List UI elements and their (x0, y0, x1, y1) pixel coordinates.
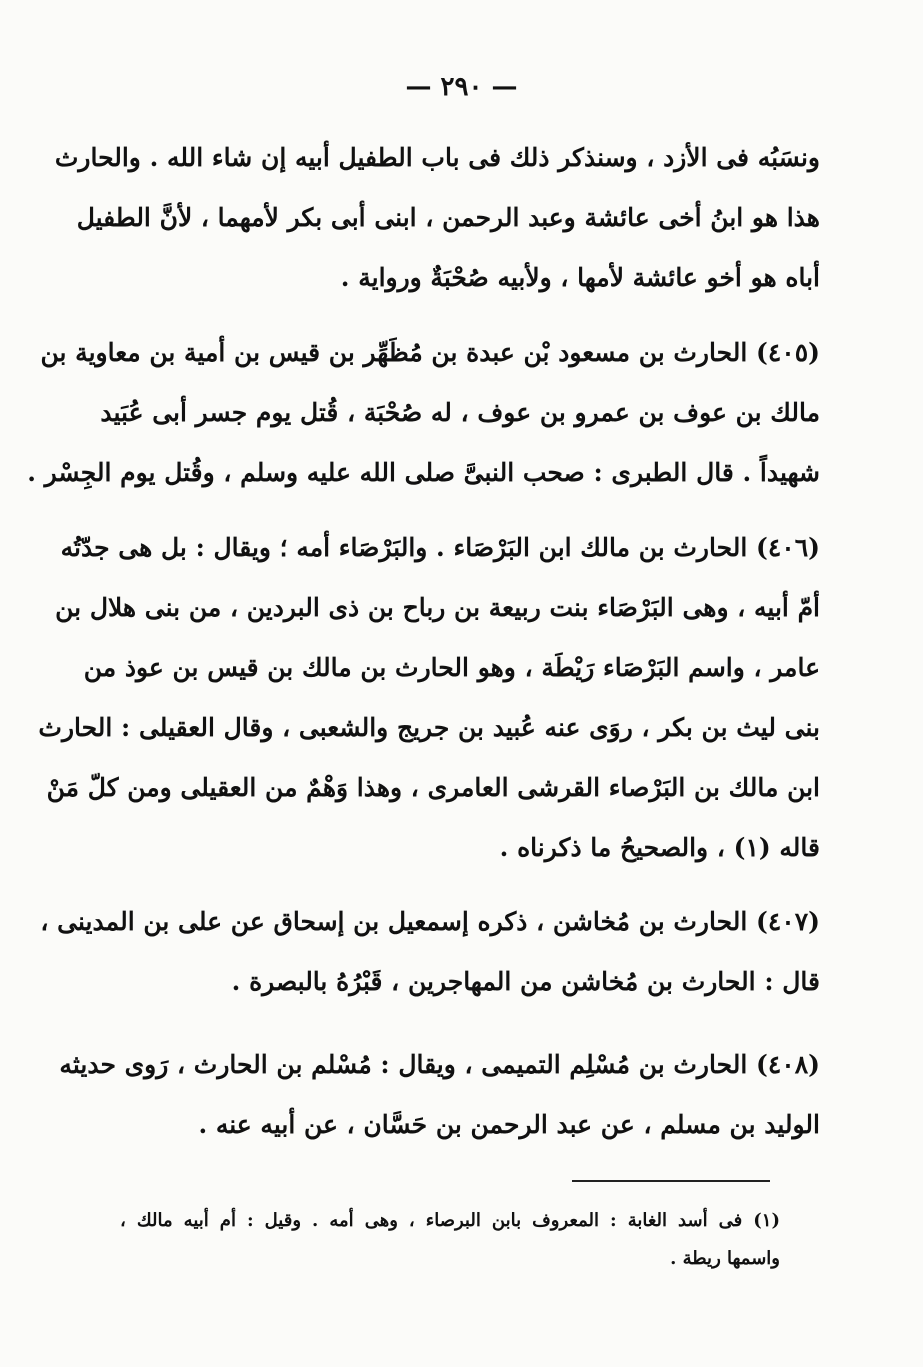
entry-408 (59, 1035, 820, 1155)
footnote-line: (١) فى أسد الغابة : المعروف بابن البرصاء ، وهى أمه . وقيل : أم أبيه مالك ، (120, 1210, 780, 1231)
entry-406 (38, 518, 820, 878)
text-line: أمّ أبيه ، وهى البَرْصَاء بنت ربيعة بن رباح بن ذى البردين ، من بنى هلال بن (55, 593, 820, 622)
text-line: (٤٠٧) الحارث بن مُخاشن ، ذكره إسمعيل بن إسحاق عن على بن المدينى ، (40, 907, 820, 936)
text-line: مالك بن عوف بن عمرو بن عوف ، له صُحْبَة ، قُتل يوم جسر أبى عُبَيد (100, 398, 820, 427)
text-line: قال : الحارث بن مُخاشن من المهاجرين ، قَبْرُهُ بالبصرة . (231, 967, 820, 996)
text-line: ابن مالك بن البَرْصاء القرشى العامرى ، وهذا وَهْمٌ من العقيلى ومن كلّ مَنْ (46, 773, 820, 802)
text-line: عامر ، واسم البَرْصَاء رَيْطَة ، وهو الحارث بن مالك بن قيس بن عوذ من (83, 653, 820, 682)
text-line: قاله (١) ، والصحيحُ ما ذكرناه . (499, 833, 820, 862)
footnote-line: واسمها ريطة . (670, 1248, 780, 1269)
footnote-divider (572, 1180, 770, 1182)
text-line: أباه هو أخو عائشة لأمها ، ولأبيه صُحْبَةٌ ورواية . (340, 263, 820, 292)
text-line: ونسَبُه فى الأزد ، وسنذكر ذلك فى باب الطفيل أبيه إن شاء الله . والحارث (54, 143, 820, 172)
text-line: الوليد بن مسلم ، عن عبد الرحمن بن حَسَّان ، عن أبيه عنه . (198, 1110, 820, 1139)
text-line: (٤٠٥) الحارث بن مسعود بْن عبدة بن مُظَهِّر بن قيس بن أمية بن معاوية بن (40, 338, 820, 367)
entry-405 (27, 323, 820, 503)
text-line: (٤٠٨) الحارث بن مُسْلِم التميمى ، ويقال : مُسْلم بن الحارث ، رَوى حديثه (59, 1050, 820, 1079)
entry-407 (40, 892, 820, 1012)
paragraph-continuation (54, 128, 820, 308)
footnote (120, 1202, 780, 1278)
text-line: بنى ليث بن بكر ، روَى عنه عُبيد بن جريج والشعبى ، وقال العقيلى : الحارث (38, 713, 820, 742)
text-line: شهيداً . قال الطبرى : صحب النبىَّ صلى الله عليه وسلم ، وقُتل يوم الجِسْر . (27, 458, 820, 487)
text-line: (٤٠٦) الحارث بن مالك ابن البَرْصَاء . والبَرْصَاء أمه ؛ ويقال : بل هى جدّتُه (60, 533, 820, 562)
text-line: هذا هو ابنُ أخى عائشة وعبد الرحمن ، ابنى أبى بكر لأمهما ، لأنَّ الطفيل (76, 203, 820, 232)
page-number: — ٢٩٠ — (405, 72, 518, 102)
